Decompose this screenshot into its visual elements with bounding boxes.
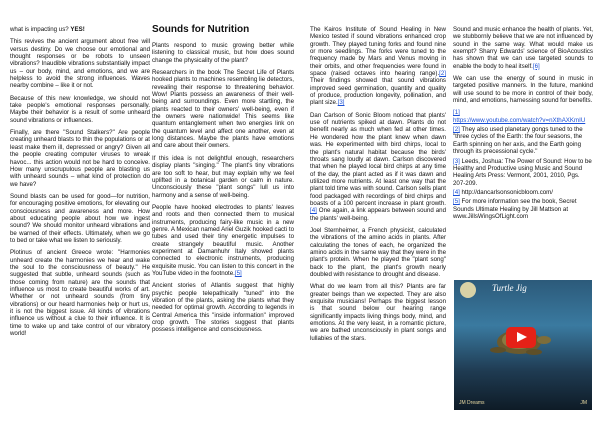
col3-para: Dan Carlson of Sonic Bloom noticed that plants' use of nutrients spiked at dawn. Plants do not benefit nearly as much when fed at other times. He wondered how the plant knew when dawn was. He experimented with bird chirps, local to the plant's natural habitat because the birds' throats sang loudly at dawn. Carlson discovered that when he played local bird chirps at any time of the day, the plant acted as if it was dawn and utilized more nutrients. At least one way that the plant told time was with sound. Carlson sells plant food packaged with recordings of bird chirps and boasts of a 100 percent increase in plant growth.[4] One again, a link appears between sound and the plants' well-being. <box>310 111 446 222</box>
yes-emphasis: YES! <box>70 26 85 33</box>
col3-para: The Kairos Institute of Sound Healing in New Mexico tested if sound vibrations enhanced crop growth. They played tuning forks and found nine or more seedlings. The forks were tuned to the frequency made by Mars and Venus moving in their orbits, and other frequencies were found in space (raised octaves into hearing range).[2] Their findings showed that sound vibrations improved seed germination, quantity and quality of produce, production longevity, pollination, and plant size.[3] <box>310 26 446 107</box>
col2-para: Ancient stories of Atlantis suggest that highly psychic people telepathically "tuned" into the vibration of the plants, asking the plants what they needed for optimal growth. According to legends in Central America this "inside information" improved crop growth. The stories suggest that plants possess intelligence and consciousness. <box>152 282 294 334</box>
column-3 <box>310 26 446 347</box>
footnote-link[interactable]: [4] <box>310 207 317 215</box>
column-1 <box>10 26 150 342</box>
footnote-item: [4] http://dancarlsonsonicbloom.com/ <box>453 188 554 196</box>
col3-para: Joel Sternheimer, a French physicist, calculated the vibrations of the amino acids in plants. After calculating the tones of each, he organized the amino acids in the same way that they were in the plant's protein. When he played the "plant song" back to the plant, the plant's growth nearly doubled with resistance to drought and disease. <box>310 226 446 278</box>
video-thumbnail[interactable] <box>454 280 592 410</box>
footnote-item: [2] They also used planetary gongs tuned to the "three cycles of the Earth: the four seasons, the Earth spinning on her axis, and the Earth going through its precessional cycle." <box>453 126 583 156</box>
video-caption-right: JM <box>580 400 587 406</box>
col1-para: Finally, are there "Sound Stalkers?" Are people creating unheard blasts to thin the populations or at least make them ill, depressed or angry? Given all the people creating computer viruses to wreak havoc... this action would not be hard to conceive. How many unscrupulous people are blasting us with unheard sounds – what kind of protection do we have? <box>10 129 150 188</box>
video-title: Turtle Jig <box>492 283 527 293</box>
channel-avatar <box>460 282 476 298</box>
column-2 <box>152 24 294 339</box>
footnote-link[interactable]: [5] <box>234 269 242 277</box>
col2-para: If this idea is not delightful enough, researchers display plants "singing." The plant's tiny vibrations are too soft to hear, but may explain why we feel uplifted in a botanical garden or calm in nature. Unconsciously these "plant songs" lull us into harmony and a sense of well-being. <box>152 154 294 199</box>
video-caption-left: JM Dreams <box>459 400 485 406</box>
footnote-item: [1] https://www.youtube.com/watch?v=nXthAXKmIU <box>453 109 586 124</box>
play-button[interactable] <box>506 327 536 348</box>
footnote-link[interactable]: [6] <box>532 62 540 70</box>
col4-para: We can use the energy of sound in music in targeted positive manners. In the future, mankind will use sound to be more in control of their body, mind, and emotions, harnessing sound for benefits. <box>453 75 593 105</box>
footnote-item: [3] Leeds, Joshua: The Power of Sound: How to be Healthy and Productive using Music and Sound Healing Arts Press: Vermont, 2001, 2010, Pgs. 207-209. <box>453 157 592 187</box>
col3-para: What do we learn from all this? Plants are far greater beings than we expected. They are also exquisite musicians! Perhaps the biggest lesson is that sound below our hearing range significantly impacts living things body, mind, and emotions. At the very least, in a romantic picture, we are bathed unconsciously in plant songs and lullabies of the stars. <box>310 283 446 342</box>
col1-para: Because of this new knowledge, we should not take people's emotional responses personally. Maybe their behavior is a result of some unheard sound vibrations or influences. <box>10 94 150 124</box>
youtube-link[interactable]: https://www.youtube.com/watch?v=nXthAXKmIU <box>453 116 586 124</box>
column-4 <box>453 26 593 222</box>
col2-para: Plants respond to music growing better while listening to classical music, but how does sound change the physicality of the plant? <box>152 42 294 64</box>
col1-para: This revives the ancient argument about free will versus destiny. Do we choose our emotional and thought responses or be robots to unseen vibrations? Inaudible vibrations substantially impact us – our body, mind, and emotions, and we are helpless to avoid the strong influences. Waves nearby combine – like it or not. <box>10 38 150 90</box>
footnote-link[interactable]: [2] <box>439 70 446 78</box>
col2-para: Researchers in the book The Secret Life of Plants hooked plants to machines resembling lie detectors, revealing their response to threatening behavior. Wow! Plants possess an awareness of their well-being and surroundings. Even more startling, the plants reacted to their owners' well-being, even if the owners were nationwide! This seems like quantum entanglement when two energies link on the quantum level and affect one another, even at long distances. Maybe the plants have emotions and care about their owners. <box>152 69 294 150</box>
footnote-item: [5] For more information see the book, Secret Sounds Ultimate Healing by Jill Mattson at www.JillsWingsOfLight.com <box>453 198 577 220</box>
footnotes <box>453 109 593 220</box>
col4-para: Sound and music enhance the health of plants. Yet, we stubbornly believe that we are not influenced by sound in the same way. What would make us exempt? Sharry Edwards' science of BioAcoustics has shown that we can use targeted sounds to enable the body to heal itself.[6] <box>453 26 593 70</box>
col1-para: Sound blasts can be used for good—for nutrition, for encouraging positive emotions, for elevating our consciousness and awareness and more. How about educating people about how we ingest sound? We should monitor unheard vibrations and be warned of their effects. Ultimately, when we go to bed or take what we listen to seriously. <box>10 192 150 244</box>
col2-para: People have hooked electrodes to plants' leaves and roots and then connected them to musical instruments, producing fairy-like music in a new genre. A Mexican named Ariel Guzik hooked cacti to tubes and used their tiny energetic impulses to create strangely beautiful music. Another experiment at Damanhuhr Italy showed plants connected to electronic instruments, producing exquisite music. You can listen to this concert in the YouTube video in the footnote.[5] <box>152 203 294 277</box>
section-title: Sounds for Nutrition <box>152 24 250 35</box>
col1-para: Plotinus of ancient Greece wrote: "Harmonies unheard create the harmonies we hear and wake the soul to the consciousness of beauty." He suggested that subtle, unheard sounds (such as those coming from nature) are the sounds that influence us most to create beautiful works of art. Whether or not unheard sounds (from tiny vibrations) or our heard harmonies help or hurt us, it is not the biggest issue. All kinds of vibrations influence us without a clue to their influence. It is time to wake up and take control of our vibratory world! <box>10 249 150 338</box>
col1-para: what is impacting us? YES! <box>10 26 85 33</box>
footnote-link[interactable]: [3] <box>337 99 345 107</box>
